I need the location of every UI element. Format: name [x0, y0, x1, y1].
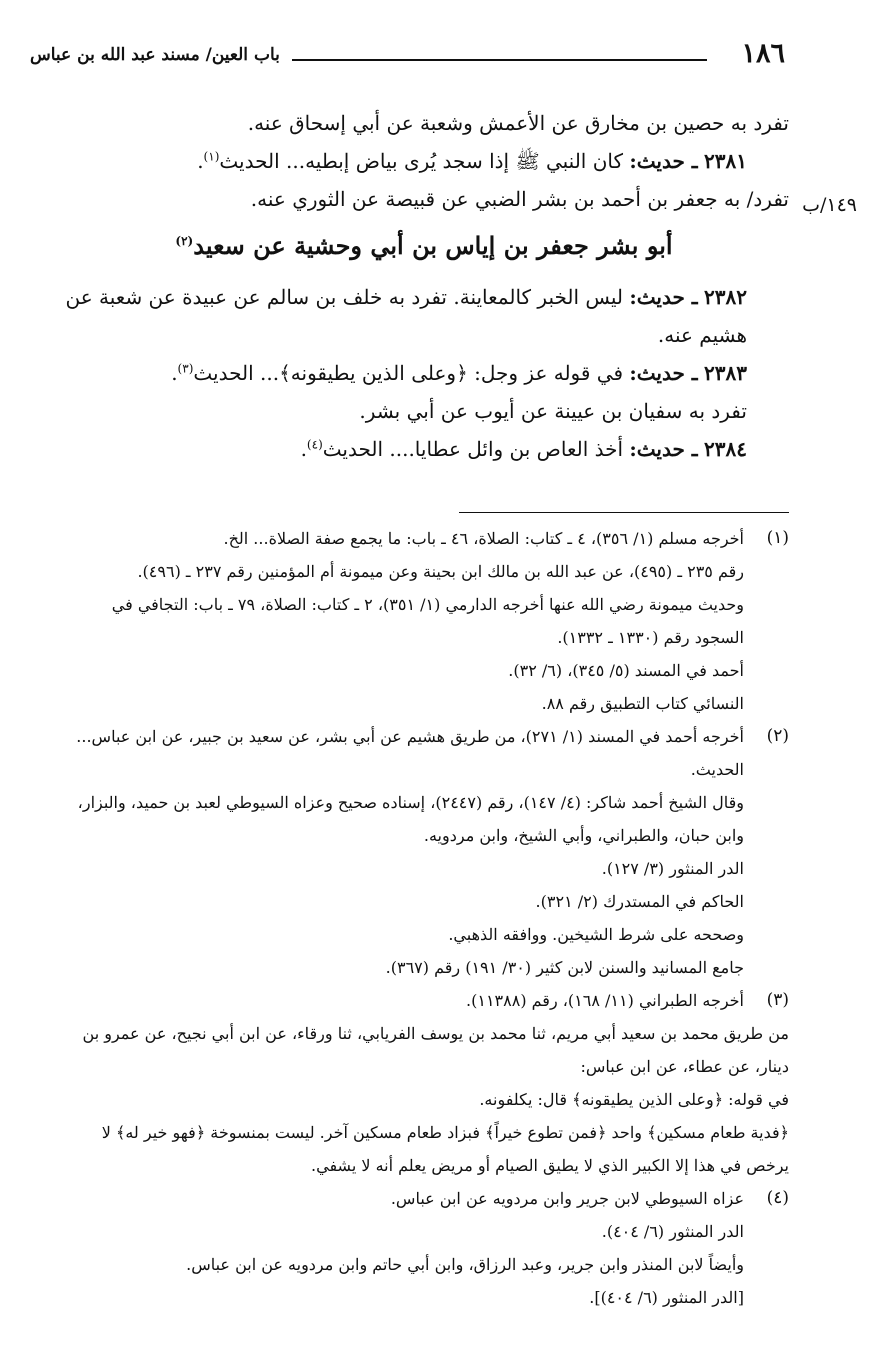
text-line: تفرد/ به جعفر بن أحمد بن بشر الضبي عن قبيصة عن الثوري عنه. — [250, 187, 789, 211]
hadith-keyword: ـ حديث: — [629, 437, 698, 461]
footnote-line: رقم ٢٣٥ ـ (٤٩٥)، عن عبد الله بن مالك ابن بحينة وعن ميمونة أم المؤمنين رقم ٢٣٧ ـ (٤٩٦). — [137, 562, 744, 581]
hadith-2382 — [59, 278, 789, 354]
footnotes — [59, 522, 789, 1314]
hadith-text: في قوله عز وجل: ﴿وعلى الذين يطيقونه﴾... الحديث — [193, 361, 630, 385]
footnote-line: الدر المنثور (٣/ ١٢٧). — [601, 859, 744, 878]
footnote-line: وأيضاً لابن المنذر وابن جرير، وعبد الرزاق، وابن أبي حاتم وابن مردويه عن ابن عباس. — [186, 1255, 744, 1274]
hadith-number: ٢٣٨٢ — [704, 285, 747, 309]
hadith-end: . — [300, 437, 307, 461]
footnote-mark: (١) — [766, 528, 789, 548]
hadith-text: ليس الخبر كالمعاينة. تفرد به خلف بن سالم عن عبيدة عن شعبة عن هشيم عنه. — [65, 285, 747, 347]
main-text — [59, 104, 789, 468]
hadith-number: ٢٣٨١ — [704, 149, 747, 173]
footnote-ref: (٣) — [177, 361, 194, 376]
footnote-ref: (٤) — [306, 437, 323, 452]
footnote-line: وحديث ميمونة رضي الله عنها أخرجه الدارمي (١/ ٣٥١)، ٢ ـ كتاب: الصلاة، ٧٩ ـ باب: التجافي في السجود رقم (١٣٣٠ ـ ١٣٣٢). — [111, 595, 744, 647]
footnote-mark: (٣) — [766, 990, 789, 1010]
footnote-line: أخرجه مسلم (١/ ٣٥٦)، ٤ ـ كتاب: الصلاة، ٤٦ ـ باب: ما يجمع صفة الصلاة... الخ. — [223, 529, 744, 548]
footnote-line: وقال الشيخ أحمد شاكر: (٤/ ١٤٧)، رقم (٢٤٤٧)، إسناده صحيح وعزاه السيوطي لعبد بن حميد، والبزار، وابن حبان، والطبراني، وأبي الشيخ، وابن مردويه. — [77, 793, 744, 845]
margin-manuscript-note: ١٤٩/ب — [802, 194, 857, 216]
footnote-line: أخرجه الطبراني (١١/ ١٦٨)، رقم (١١٣٨٨). — [466, 991, 744, 1010]
hadith-text: أخذ العاص بن وائل عطايا.... الحديث — [322, 437, 630, 461]
hadith-number: ٢٣٨٣ — [704, 361, 747, 385]
footnote-line: عزاه السيوطي لابن جرير وابن مردويه عن ابن عباس. — [390, 1189, 744, 1208]
hadith-end: . — [197, 149, 204, 173]
footnote-line: في قوله: ﴿وعلى الذين يطيقونه﴾ قال: يكلفونه. — [479, 1090, 789, 1109]
footnote-line: أحمد في المسند (٥/ ٣٤٥)، (٦/ ٣٢). — [508, 661, 744, 680]
footnote-line: من طريق محمد بن سعيد أبي مريم، ثنا محمد بن يوسف الفريابي، ثنا ورقاء، عن ابن أبي نجيح، عن عمرو بن دينار، عن عطاء، عن ابن عباس: — [82, 1024, 789, 1076]
footnote-4 — [59, 1182, 789, 1314]
footnote-2 — [59, 720, 789, 984]
footnote-ref: (١) — [203, 149, 220, 164]
footnote-line: الحاكم في المستدرك (٢/ ٣٢١). — [535, 892, 744, 911]
hadith-keyword: ـ حديث: — [629, 361, 698, 385]
section-title — [59, 224, 789, 268]
footnote-line: ﴿فدية طعام مسكين﴾ واحد ﴿فمن تطوع خيراً﴾ فبزاد طعام مسكين آخر. ليست بمنسوخة ﴿فهو خير له﴾ لا يرخص في هذا إلا الكبير الذي لا يطيق الصيام أو مريض يعلم أنه لا يشفي. — [101, 1123, 789, 1175]
footnote-1 — [59, 522, 789, 720]
hadith-number: ٢٣٨٤ — [704, 437, 747, 461]
page-header — [30, 36, 785, 76]
footnote-line: الدر المنثور (٦/ ٤٠٤). — [601, 1222, 744, 1241]
section-title-text: أبو بشر جعفر بن إياس بن أبي وحشية عن سعيد — [193, 231, 673, 260]
footnote-mark: (٤) — [766, 1188, 789, 1208]
footnote-line: وصححه على شرط الشيخين. ووافقه الذهبي. — [448, 925, 744, 944]
header-rule — [292, 59, 707, 61]
text-line: تفرد به حصين بن مخارق عن الأعمش وشعبة عن أبي إسحاق عنه. — [247, 111, 789, 135]
footnote-line: أخرجه أحمد في المسند (١/ ٢٧١)، من طريق هشيم عن أبي بشر، عن سعيد بن جبير، عن ابن عباس... الحديث. — [76, 727, 744, 779]
footnote-3 — [59, 984, 789, 1182]
text-line: تفرد به سفيان بن عيينة عن أيوب عن أبي بشر. — [359, 399, 747, 423]
footnote-mark: (٢) — [766, 726, 789, 746]
footnote-line: [الدر المنثور (٦/ ٤٠٤)]. — [589, 1288, 744, 1307]
page-number: ١٨٦ — [741, 38, 785, 69]
hadith-2381 — [59, 142, 789, 180]
footnote-ref: (٢) — [175, 234, 194, 248]
footnote-line: النسائي كتاب التطبيق رقم ٨٨. — [541, 694, 744, 713]
running-title: باب العين/ مسند عبد الله بن عباس — [30, 45, 280, 65]
hadith-keyword: ـ حديث: — [629, 285, 698, 309]
hadith-end: . — [171, 361, 178, 385]
hadith-text: كان النبي ﷺ إذا سجد يُرى بياض إبطيه... الحديث — [219, 149, 630, 173]
hadith-2383 — [59, 354, 789, 392]
hadith-2384 — [59, 430, 789, 468]
footnote-separator — [459, 512, 789, 513]
hadith-keyword: ـ حديث: — [629, 149, 698, 173]
footnote-line: جامع المسانيد والسنن لابن كثير (٣٠/ ١٩١) رقم (٣٦٧). — [385, 958, 744, 977]
